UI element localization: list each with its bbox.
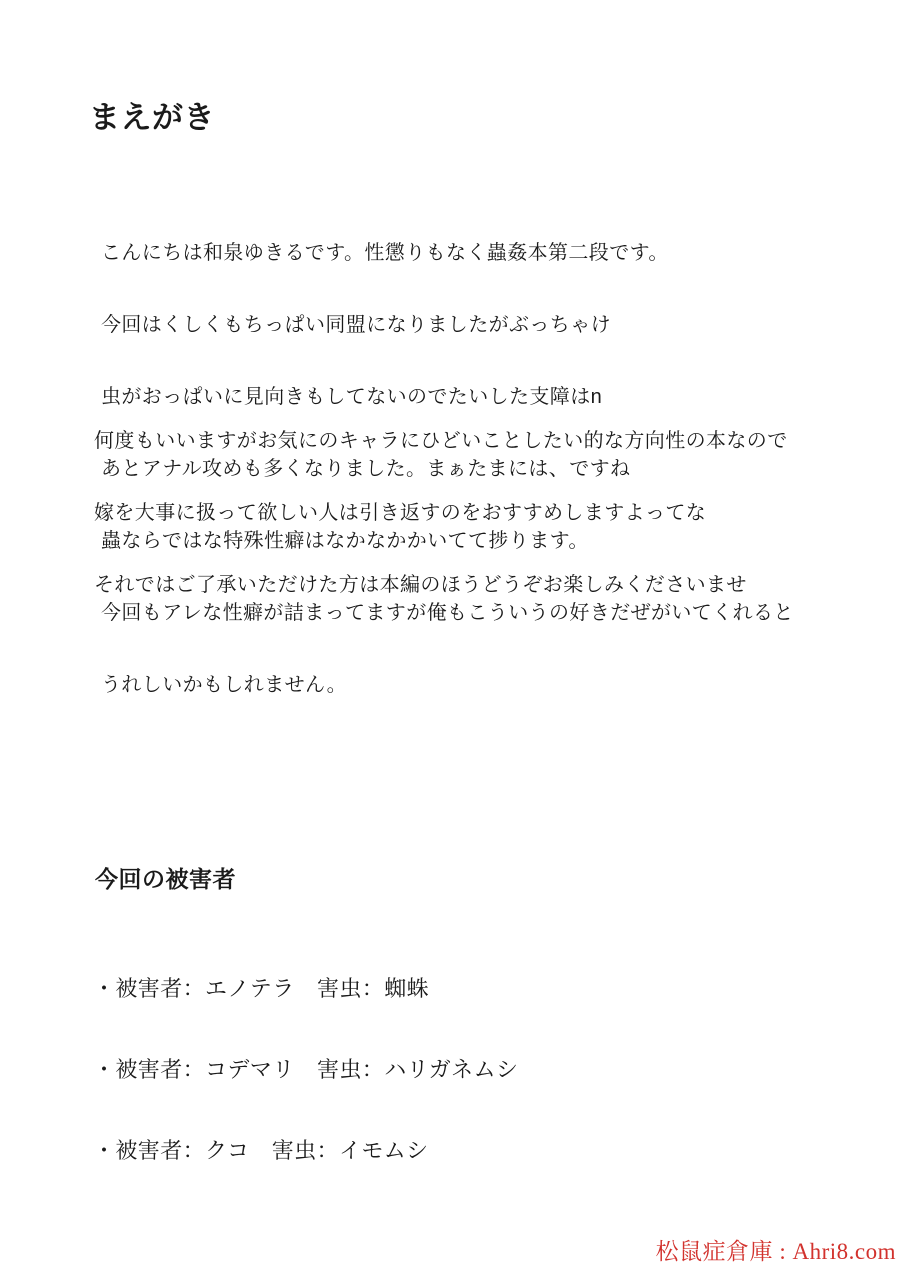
text-line: 今回もアレな性癖が詰まってますが俺もこういうの好きだぜがいてくれると bbox=[101, 602, 794, 624]
victims-list bbox=[93, 921, 518, 1218]
victims-heading: 今回の被害者 bbox=[95, 866, 236, 892]
victim-item: ・被害者：エノテラ 害虫：蜘蛛 bbox=[93, 976, 430, 1001]
text-line: それではご了承いただけた方は本編のほうどうぞお楽しみくださいませ bbox=[94, 574, 747, 596]
text-line: あとアナル攻めも多くなりました。まぁたまには、ですね bbox=[101, 458, 631, 480]
text-line: 何度もいいますがお気にのキャラにひどいことしたい的な方向性の本なので bbox=[94, 430, 788, 452]
site-watermark: 松鼠症倉庫 : Ahri8.com bbox=[655, 1239, 896, 1264]
text-line: こんにちは和泉ゆきるです。性懲りもなく蟲姦本第二段です。 bbox=[101, 242, 669, 264]
text-line: 今回はくしくもちっぱい同盟になりましたがぶっちゃけ bbox=[101, 314, 611, 336]
text-line: 嫁を大事に扱って欲しい人は引き返すのをおすすめしますよってな bbox=[94, 502, 707, 524]
preface-title: まえがき bbox=[89, 100, 215, 135]
text-line: 虫がおっぱいに見向きもしてないのでたいした支障はn bbox=[101, 386, 603, 408]
text-line: うれしいかもしれません。 bbox=[101, 674, 347, 696]
victim-item: ・被害者：コデマリ 害虫：ハリガネムシ bbox=[93, 1057, 519, 1082]
preface-paragraph-2 bbox=[94, 381, 788, 645]
victim-item: ・被害者：クコ 害虫：イモムシ bbox=[93, 1138, 429, 1163]
text-line: 蟲ならではな特殊性癖はなかなかかいてて捗ります。 bbox=[101, 530, 589, 552]
